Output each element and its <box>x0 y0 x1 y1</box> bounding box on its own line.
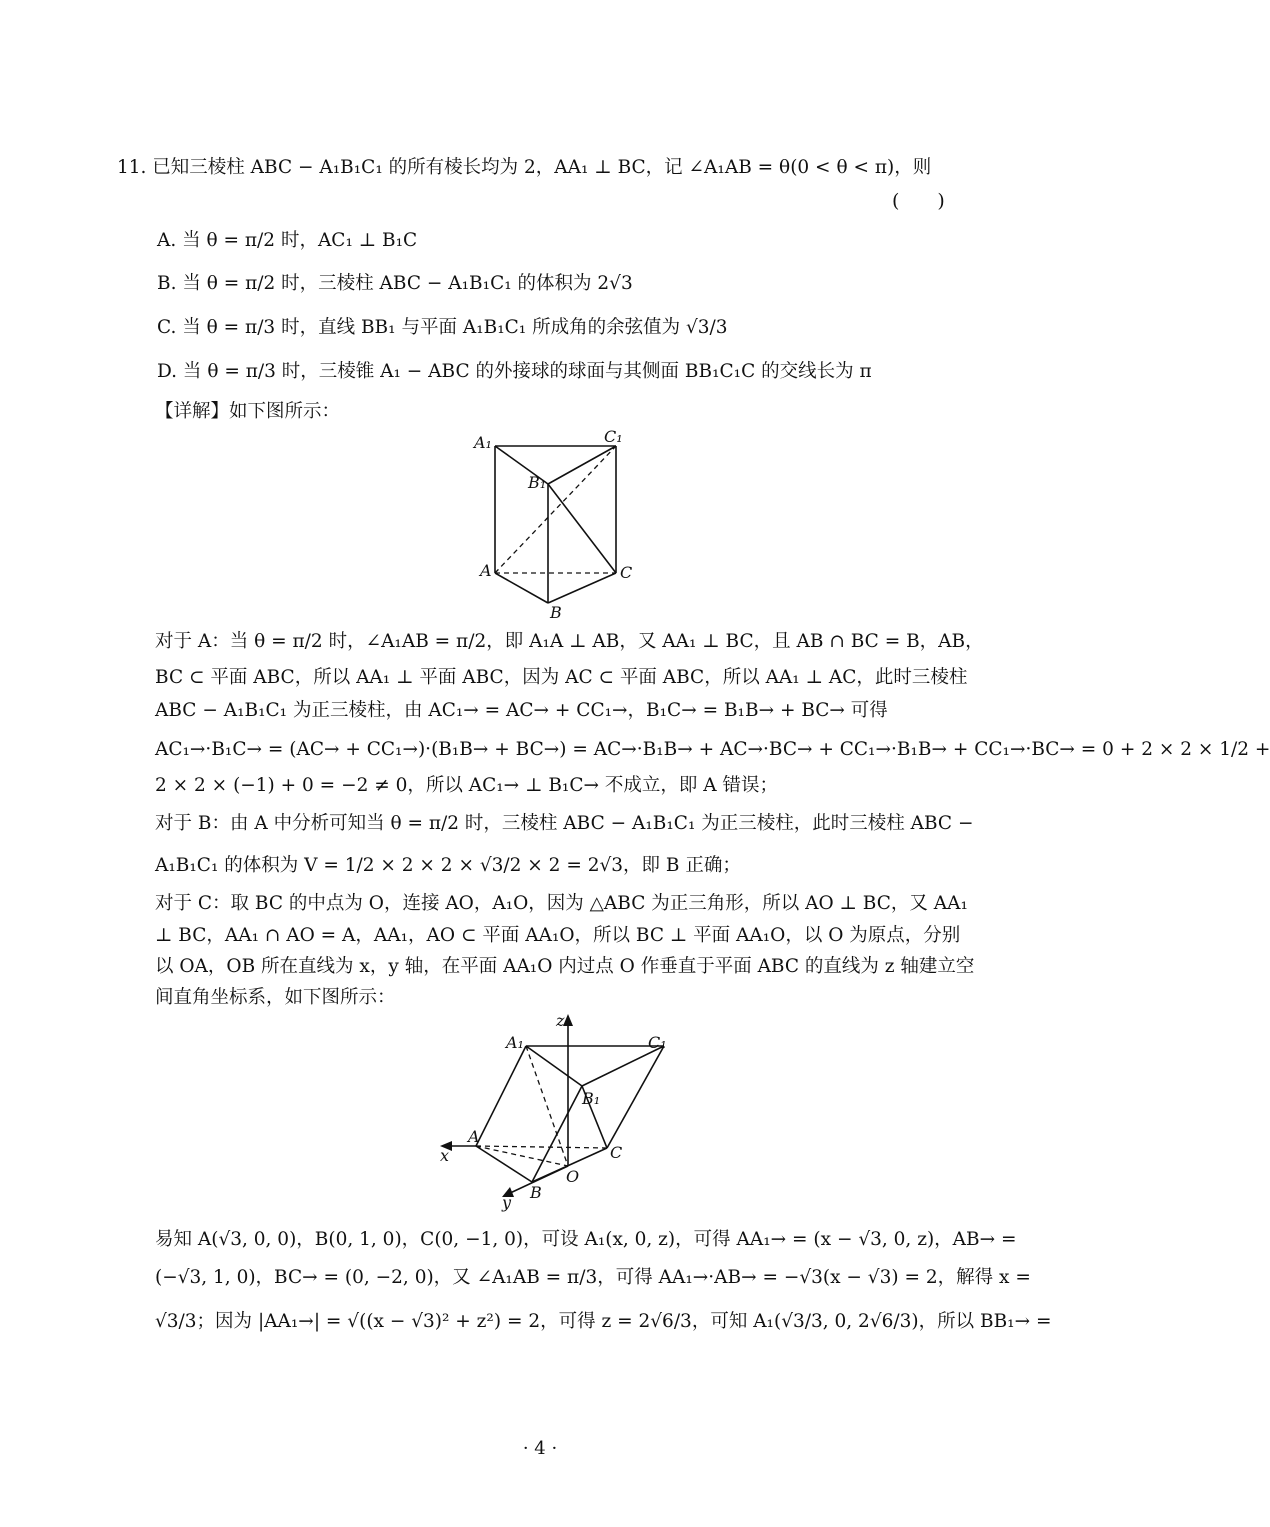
prism-figure <box>470 428 640 620</box>
option-b: B. 当 θ = π/2 时，三棱柱 ABC − A₁B₁C₁ 的体积为 2√3 <box>157 273 633 294</box>
part-c-line-4: 间直角坐标系，如下图所示： <box>155 987 396 1008</box>
fig2-label-z: z <box>556 1011 565 1030</box>
fig2-label-y: y <box>502 1193 512 1212</box>
option-c: C. 当 θ = π/3 时，直线 BB₁ 与平面 A₁B₁C₁ 所成角的余弦值为 √3/3 <box>157 317 728 338</box>
part-c-line-1: 对于 C：取 BC 的中点为 O，连接 AO，A₁O，因为 △ABC 为正三角形，所以 AO ⊥ BC，又 AA₁ <box>155 893 968 914</box>
fig2-label-o: O <box>566 1167 580 1186</box>
part-c-line-2: ⊥ BC，AA₁ ∩ AO = A，AA₁，AO ⊂ 平面 AA₁O，所以 BC ⊥ 平面 AA₁O，以 O 为原点，分别 <box>155 925 961 946</box>
fig2-label-a1: A₁ <box>506 1033 524 1052</box>
fig2-label-a: A <box>468 1127 480 1146</box>
part-a-line-3: ABC − A₁B₁C₁ 为正三棱柱，由 AC₁→ = AC→ + CC₁→，B₁C→ = B₁B→ + BC→ 可得 <box>155 700 888 721</box>
fig1-label-b1: B₁ <box>528 473 547 492</box>
part-a-line-2: BC ⊂ 平面 ABC，所以 AA₁ ⊥ 平面 ABC，因为 AC ⊂ 平面 ABC，所以 AA₁ ⊥ AC，此时三棱柱 <box>155 667 968 688</box>
fig2-label-b1: B₁ <box>582 1089 601 1108</box>
coordinate-figure <box>432 1006 682 1212</box>
answer-parenthesis: ( ) <box>892 190 945 212</box>
fig2-label-b: B <box>530 1183 542 1202</box>
option-a: A. 当 θ = π/2 时，AC₁ ⊥ B₁C <box>157 230 418 251</box>
fig2-label-x: x <box>440 1146 450 1165</box>
part-b-line-1: 对于 B：由 A 中分析可知当 θ = π/2 时，三棱柱 ABC − A₁B₁C₁ 为正三棱柱，此时三棱柱 ABC − <box>155 813 974 834</box>
fig2-label-c: C <box>610 1143 623 1162</box>
part-c2-line-2: (−√3, 1, 0)，BC→ = (0, −2, 0)，又 ∠A₁AB = π/3，可得 AA₁→·AB→ = −√3(x − √3) = 2，解得 x = <box>155 1267 1031 1288</box>
solution-heading: 【详解】如下图所示： <box>155 401 341 422</box>
part-a-line-1: 对于 A：当 θ = π/2 时，∠A₁AB = π/2，即 A₁A ⊥ AB，又 AA₁ ⊥ BC，且 AB ∩ BC = B，AB， <box>155 631 984 652</box>
question-stem: 11. 已知三棱柱 ABC − A₁B₁C₁ 的所有棱长均为 2，AA₁ ⊥ BC，记 ∠A₁AB = θ(0 < θ < π)，则 <box>117 157 932 178</box>
part-c-line-3: 以 OA，OB 所在直线为 x，y 轴，在平面 AA₁O 内过点 O 作垂直于平面 ABC 的直线为 z 轴建立空 <box>155 956 975 977</box>
part-c2-line-1: 易知 A(√3, 0, 0)，B(0, 1, 0)，C(0, −1, 0)，可设 A₁(x, 0, z)，可得 AA₁→ = (x − √3, 0, z)，AB→ = <box>155 1229 1017 1250</box>
fig1-label-a: A <box>480 561 492 580</box>
fig1-label-a1: A₁ <box>474 433 492 452</box>
option-d: D. 当 θ = π/3 时，三棱锥 A₁ − ABC 的外接球的球面与其侧面 BB₁C₁C 的交线长为 π <box>157 361 872 382</box>
fig1-label-c: C <box>620 563 633 582</box>
part-a-line-4: AC₁→·B₁C→ = (AC→ + CC₁→)·(B₁B→ + BC→) = AC→·B₁B→ + AC→·BC→ + CC₁→·B₁B→ + CC₁→·BC→ = 0 + 2 × 2 × 1/2 + <box>155 739 1270 760</box>
part-a-line-5: 2 × 2 × (−1) + 0 = −2 ≠ 0，所以 AC₁→ ⊥ B₁C→ 不成立，即 A 错误； <box>155 775 779 796</box>
part-b-line-2: A₁B₁C₁ 的体积为 V = 1/2 × 2 × 2 × √3/2 × 2 = 2√3，即 B 正确； <box>155 855 741 876</box>
fig2-label-c1: C₁ <box>648 1033 667 1052</box>
page-number: · 4 · <box>522 1438 558 1459</box>
part-c2-line-3: √3/3；因为 |AA₁→| = √((x − √3)² + z²) = 2，可得 z = 2√6/3，可知 A₁(√3/3, 0, 2√6/3)，所以 BB₁→ = <box>155 1311 1052 1332</box>
fig1-label-b: B <box>550 603 562 622</box>
fig1-label-c1: C₁ <box>604 427 623 446</box>
